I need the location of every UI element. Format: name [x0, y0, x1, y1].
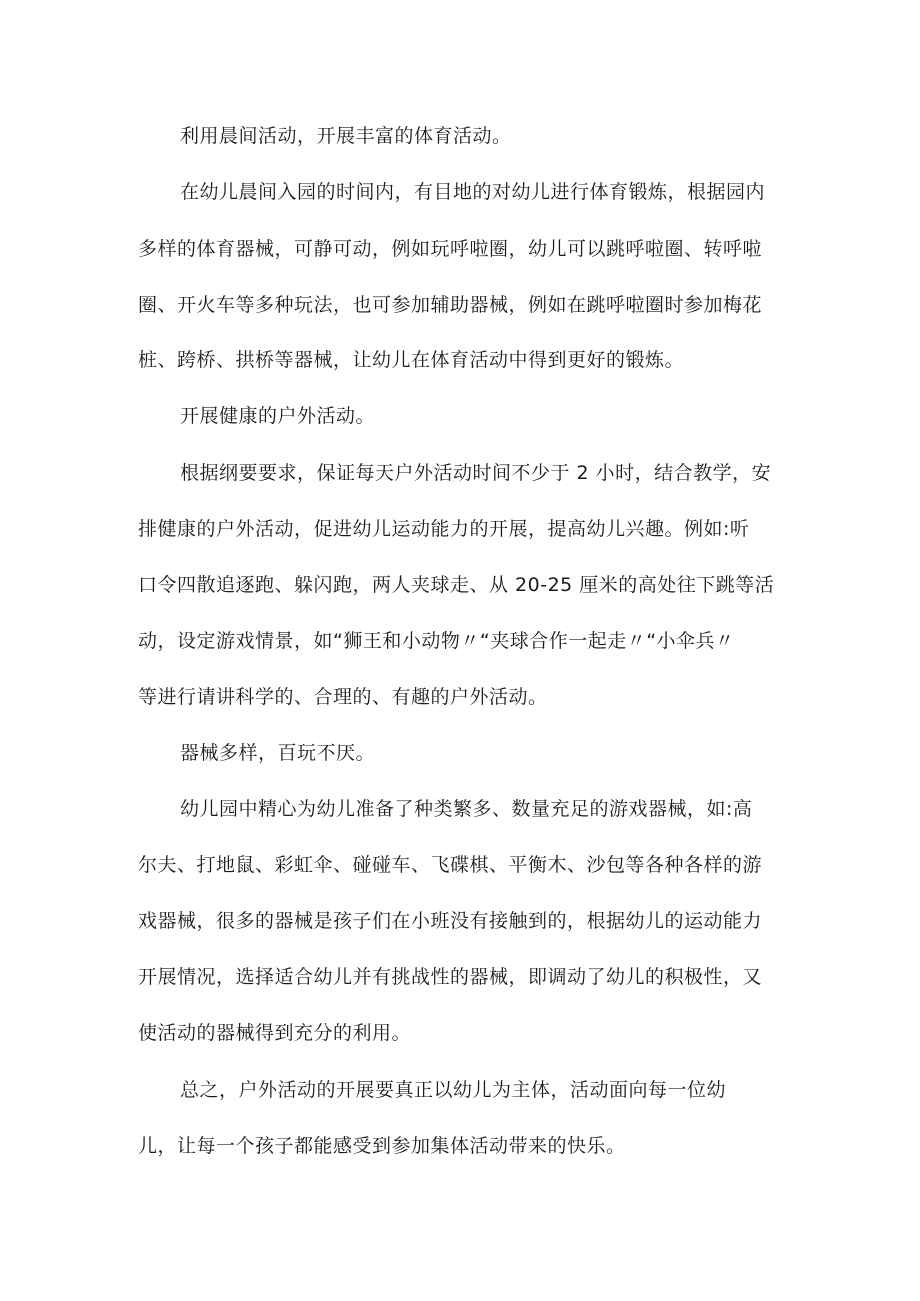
paragraph-1-line-1: 利用晨间活动，开展丰富的体育活动。	[180, 125, 512, 147]
paragraph-5-line-1: 器械多样，百玩不厌。	[180, 742, 376, 764]
paragraph-6-line-1: 幼儿园中精心为幼儿准备了种类繁多、数量充足的游戏器械，如:高	[180, 798, 753, 820]
paragraph-7-line-1: 总之，户外活动的开展要真正以幼儿为主体，活动面向每一位幼	[180, 1079, 727, 1101]
paragraph-4-line-1: 根据纲要要求，保证每天户外活动时间不少于 2 小时，结合教学，安	[180, 462, 772, 484]
paragraph-4-line-5: 等进行请讲科学的、合理的、有趣的户外活动。	[138, 686, 548, 708]
paragraph-4-line-3: 口令四散追逐跑、躲闪跑，两人夹球走、从 20-25 厘米的高处往下跳等活	[138, 574, 775, 596]
paragraph-6-line-5: 使活动的器械得到充分的利用。	[138, 1022, 412, 1044]
paragraph-3-line-1: 开展健康的户外活动。	[180, 405, 376, 427]
paragraph-6-line-3: 戏器械，很多的器械是孩子们在小班没有接触到的，根据幼儿的运动能力	[138, 910, 763, 932]
paragraph-6-line-2: 尔夫、打地鼠、彩虹伞、碰碰车、飞碟棋、平衡木、沙包等各种各样的游	[138, 854, 763, 876]
paragraph-6-line-4: 开展情况，选择适合幼儿并有挑战性的器械，即调动了幼儿的积极性，又	[138, 966, 763, 988]
paragraph-2-line-3: 圈、开火车等多种玩法，也可参加辅助器械，例如在跳呼啦圈时参加梅花	[138, 294, 763, 316]
paragraph-2-line-1: 在幼儿晨间入园的时间内，有目地的对幼儿进行体育锻炼，根据园内	[180, 181, 766, 203]
paragraph-2-line-2: 多样的体育器械，可静可动，例如玩呼啦圈，幼儿可以跳呼啦圈、转呼啦	[138, 238, 763, 260]
paragraph-4-line-4: 动，设定游戏情景，如“狮王和小动物〃“夹球合作一起走〃“小伞兵〃	[138, 630, 735, 652]
paragraph-4-line-2: 排健康的户外活动，促进幼儿运动能力的开展，提高幼儿兴趣。例如:听	[138, 518, 750, 540]
paragraph-2-line-4: 桩、跨桥、拱桥等器械，让幼儿在体育活动中得到更好的锻炼。	[138, 349, 685, 371]
paragraph-7-line-2: 儿，让每一个孩子都能感受到参加集体活动带来的快乐。	[138, 1135, 626, 1157]
